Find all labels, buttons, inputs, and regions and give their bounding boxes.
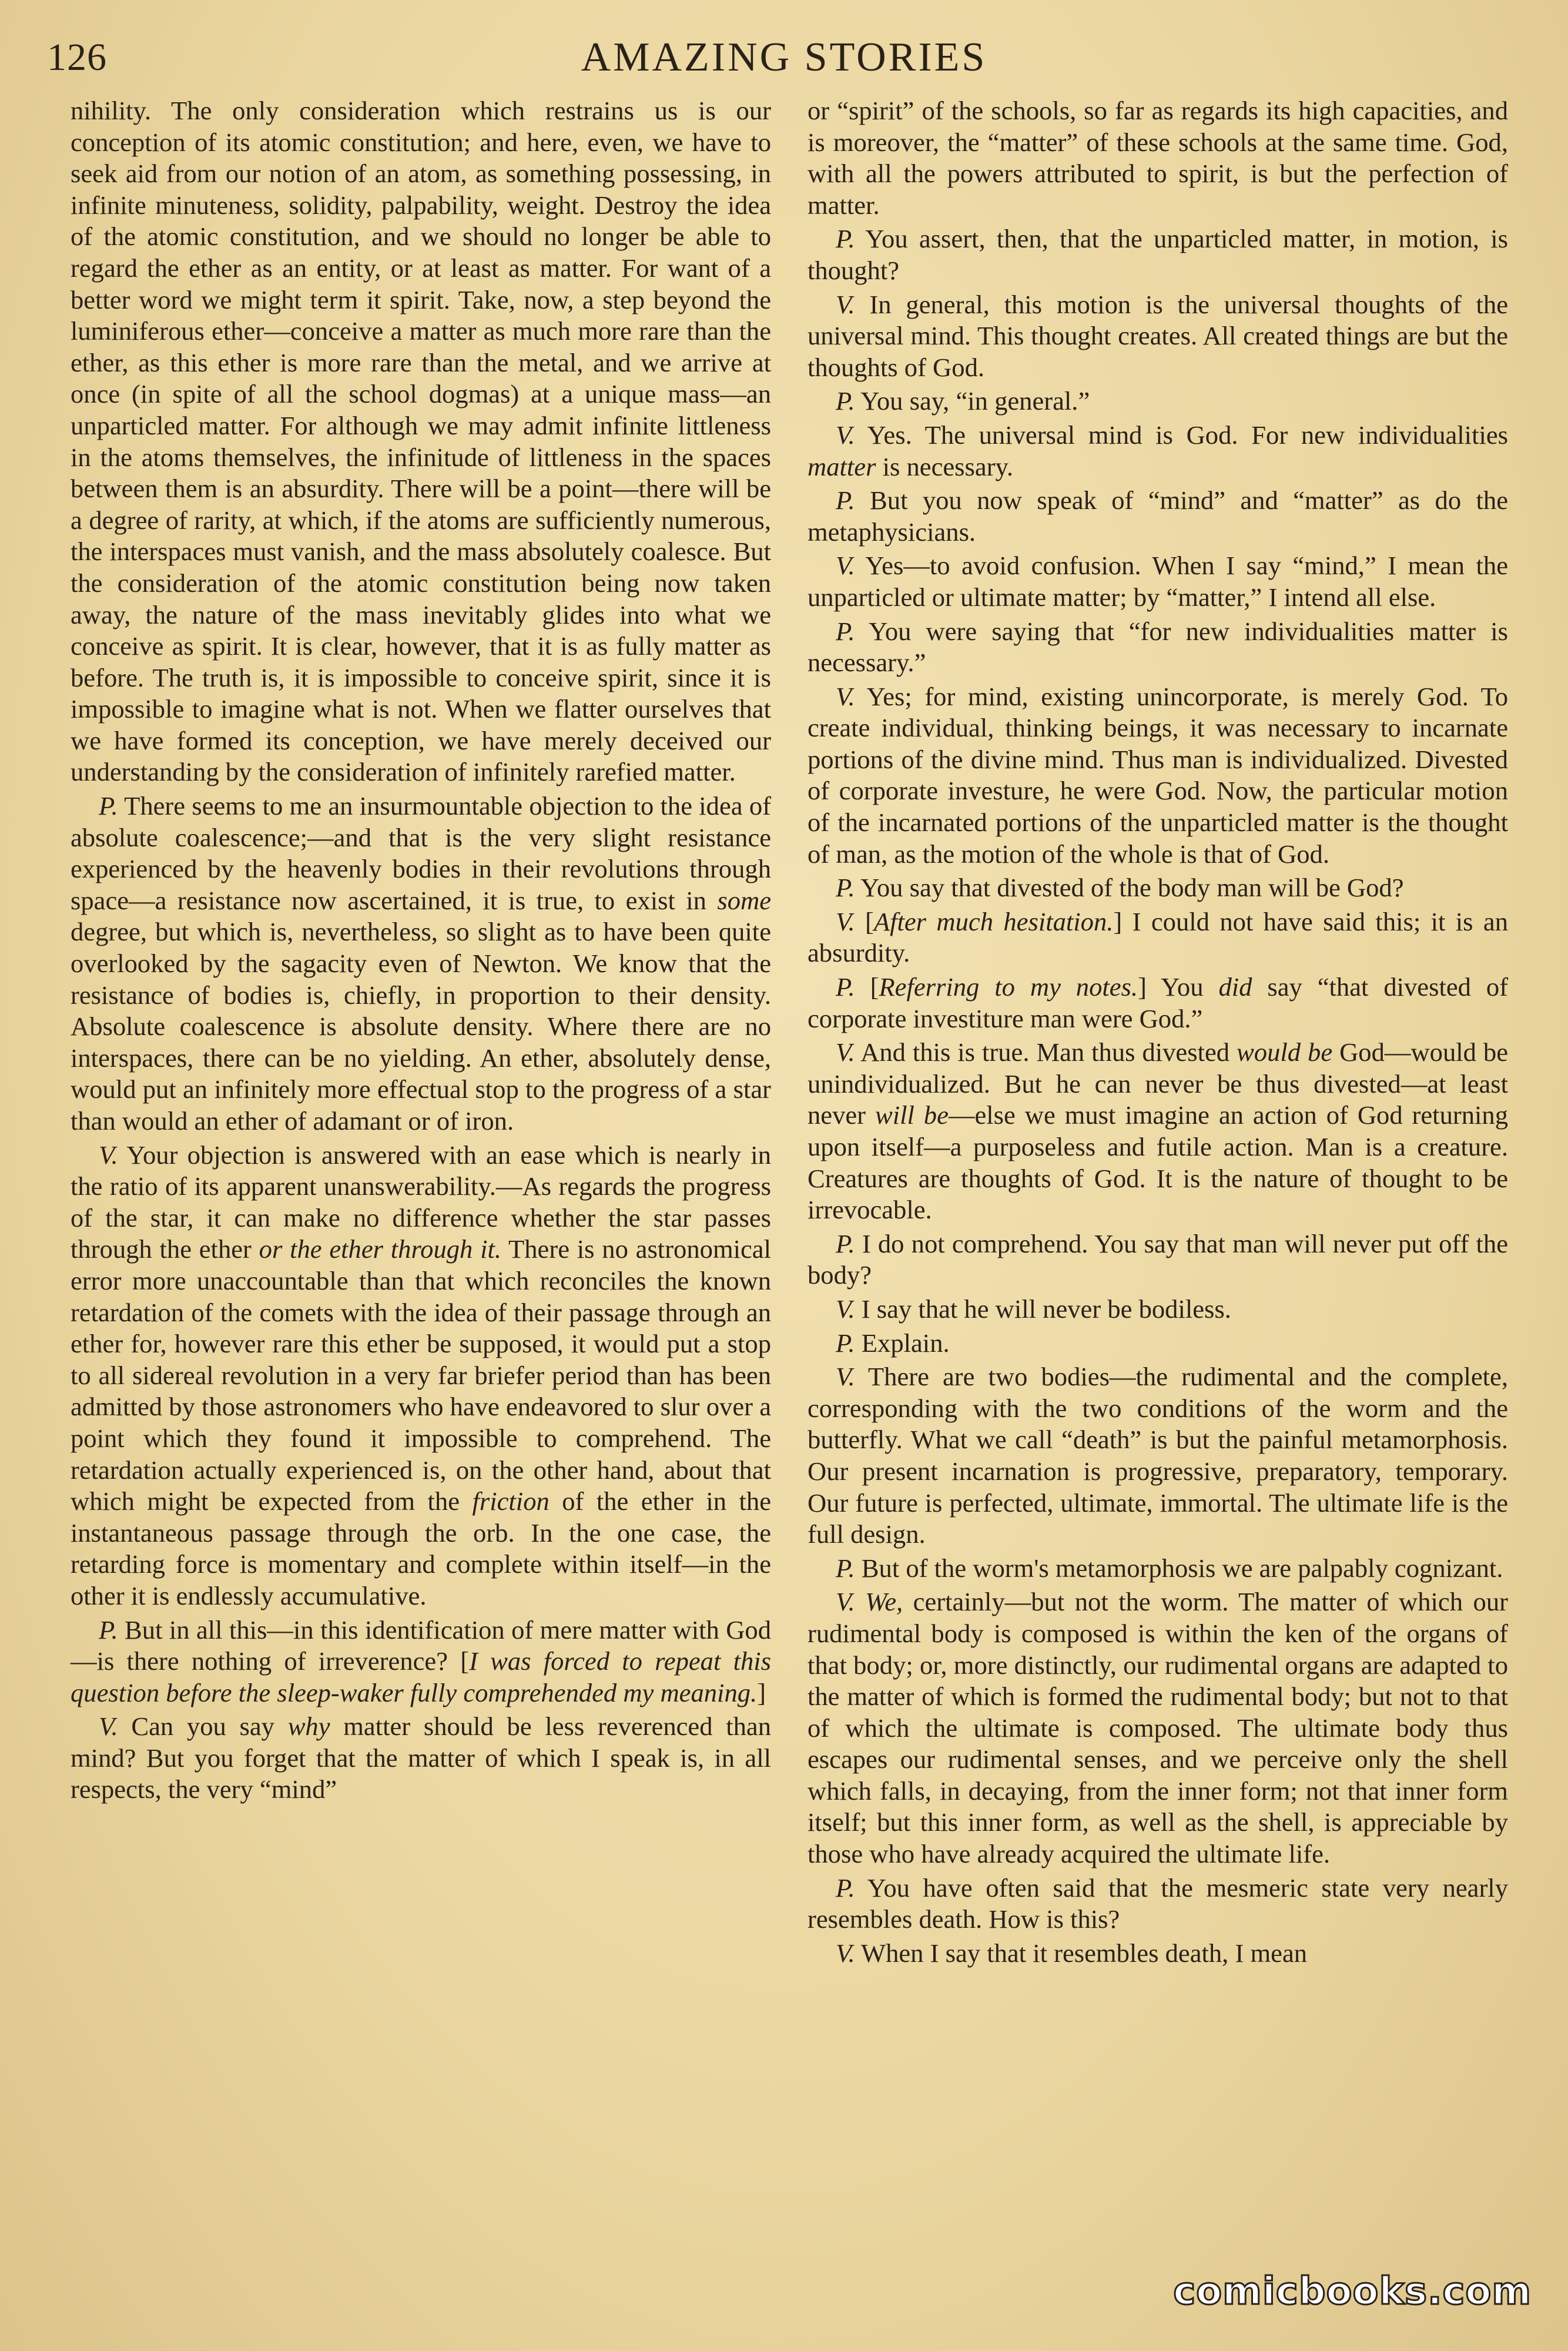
paragraph (71, 791, 771, 1137)
emphasis: did (1218, 972, 1252, 1002)
text-run: But in all this—in this identification of mere matter with God—is there nothing of irreverence? [ (71, 1615, 771, 1676)
speaker-label: P. (836, 873, 855, 903)
paragraph (808, 872, 1508, 904)
text-run: ] You (1138, 972, 1219, 1002)
emphasis: Referring to my notes. (879, 972, 1138, 1002)
paragraph (808, 1553, 1508, 1585)
speaker-label: V. (836, 1037, 855, 1067)
emphasis: After much hesitation. (873, 906, 1114, 936)
left-column (71, 95, 771, 1808)
text-run: —else we must imagine an action of God returning upon itself—a purposeless and futile action. Man is a creature. Creatures are thoughts of God. It is the nature of thought to be irrevocable. (808, 1100, 1508, 1225)
speaker-label: P. (836, 972, 855, 1002)
page-number: 126 (47, 36, 107, 79)
speaker-label: P. (836, 1553, 855, 1583)
speaker-label: P. (99, 1615, 118, 1645)
text-run: When I say that it resembles death, I mean (855, 1938, 1308, 1968)
speaker-label: V. (836, 1587, 855, 1617)
text-run: There are two bodies—the rudimental and the complete, corresponding with the two conditions of the worm and the butterfly. What we call “death” is but the painful metamorphosis. Our present incarnation is progressive, preparatory, temporary. Our future is perfected, ultimate, immortal. The ultimate life is the full design. (808, 1362, 1508, 1549)
text-run: In general, this motion is the universal thoughts of the universal mind. This thought creates. All created things are but the thoughts of God. (808, 289, 1508, 382)
emphasis: would be (1237, 1037, 1333, 1067)
paragraph (808, 1228, 1508, 1291)
paragraph (808, 386, 1508, 417)
emphasis: some (717, 885, 771, 915)
paragraph (808, 1294, 1508, 1325)
speaker-label: P. (99, 791, 118, 821)
paragraph (808, 1873, 1508, 1935)
running-head: AMAZING STORIES (581, 35, 987, 80)
emphasis: I was forced to repeat this question before the sleep-waker fully comprehended my meaning. (71, 1646, 771, 1707)
paragraph (808, 420, 1508, 483)
paragraph (808, 223, 1508, 286)
text-run: I do not comprehend. You say that man will never put off the body? (808, 1228, 1508, 1290)
speaker-label: V. (836, 681, 855, 711)
text-run: is necessary. (876, 451, 1014, 481)
paragraph (808, 1586, 1508, 1870)
paragraph (71, 1615, 771, 1709)
paragraph: nihility. The only consideration which restrains us is our conception of its atomic constitution; and here, even, we have to seek aid from our notion of an atom, as something possessing, in infinite minuteness, solidity, palpability, weight. Destroy the idea of the atomic constitution, and we should no longer be able to regard the ether as an entity, or at least as matter. For want of a better word we might term it spirit. Take, now, a step beyond the luminiferous ether—conceive a matter as much more rare than the ether, as this ether is more rare than the metal, and we arrive at once (in spite of all the school dogmas) at a unique mass—an unparticled matter. For although we may admit infinite littleness in the atoms themselves, the infinitude of littleness in the spaces between them is an absurdity. There will be a point—there will be a degree of rarity, at which, if the atoms are sufficiently numerous, the interspaces must vanish, and the mass absolutely coalesce. But the consideration of the atomic constitution being now taken away, the nature of the mass inevitably glides into what we conceive as spirit. It is clear, however, that it is as fully matter as before. The truth is, it is impossible to conceive spirit, since it is impossible to imagine what is not. When we flatter ourselves that we have formed its conception, we have merely deceived our understanding by the consideration of infinitely rarefied matter. (71, 96, 771, 787)
text-run: [ (855, 972, 879, 1002)
paragraph (808, 906, 1508, 969)
text-run: You say that divested of the body man will be God? (855, 873, 1404, 903)
paragraph (808, 681, 1508, 870)
emphasis: or the ether through it. (259, 1234, 502, 1264)
paragraph (808, 289, 1508, 384)
paragraph (808, 1361, 1508, 1550)
speaker-label: V. (836, 1294, 855, 1324)
text-run: ] I could not have said this; it is an absurdity. (808, 906, 1508, 968)
speaker-label: V. (836, 1938, 855, 1968)
paragraph (808, 485, 1508, 548)
speaker-label: V. (99, 1712, 118, 1742)
speaker-label: V. (836, 551, 855, 581)
speaker-label: V. (99, 1140, 118, 1170)
text-run: You were saying that “for new individualities matter is necessary.” (808, 616, 1508, 678)
speaker-label: P. (836, 1228, 855, 1258)
emphasis: matter (808, 451, 876, 481)
text-run: But you now speak of “mind” and “matter” as do the metaphysicians. (808, 485, 1508, 547)
paragraph (71, 1140, 771, 1612)
text-run: Yes; for mind, existing unincorporate, is merely God. To create individual, thinking beings, it was necessary to incarnate portions of the divine mind. Thus man is individualized. Divested of corporate investure, he were God. Now, the particular motion of the incarnated portions of the unparticled matter is the thought of man, as the motion of the whole is that of God. (808, 681, 1508, 869)
speaker-label: P. (836, 616, 855, 646)
text-run: certainly—but not the worm. The matter of which our rudimental body is composed is within the ken of the organs of that body; or, more distinctly, our rudimental organs are adapted to the matter of which is formed the rudimental body; but not to that of which the ultimate is composed. The ultimate body thus escapes our rudimental senses, and we perceive only the shell which falls, in decaying, from the inner form; not that inner form itself; but this inner form, as well as the shell, is appreciable by those who have already acquired the ultimate life. (808, 1587, 1508, 1869)
paragraph (808, 616, 1508, 679)
text-run: You have often said that the mesmeric state very nearly resembles death. How is this? (808, 1873, 1508, 1934)
text-run: [ (855, 906, 874, 936)
emphasis: We, (865, 1587, 903, 1617)
text-run: Your objection is answered with an ease which is nearly in the ratio of its apparent unanswerability.—As regards the progress of the star, it can make no difference whether the star passes through the ether (71, 1140, 771, 1264)
emphasis: will be (875, 1100, 949, 1130)
text-run: But of the worm's metamorphosis we are palpably cognizant. (855, 1553, 1503, 1583)
emphasis: friction (472, 1486, 550, 1516)
speaker-label: P. (836, 224, 855, 254)
text-run: There is no astronomical error more unaccountable than that which reconciles the known retardation of the comets with the idea of their passage through an ether for, however rare this ether be supposed, it would put a stop to all sidereal revolution in a very far briefer period than has been admitted by those astronomers who have endeavored to slur over a point which they found it impossible to comprehend. The retardation actually experienced is, on the other hand, about that which might be expected from the (71, 1234, 771, 1516)
speaker-label: V. (836, 1362, 855, 1392)
speaker-label: P. (836, 1328, 855, 1358)
paragraph (71, 1711, 771, 1806)
right-column (808, 95, 1508, 1971)
paragraph (808, 1938, 1508, 1970)
text-run: Can you say (118, 1712, 288, 1742)
speaker-label: V. (836, 906, 855, 936)
paragraph (808, 1037, 1508, 1226)
speaker-label: P. (836, 1873, 855, 1903)
text-run: say “that divested of corporate investiture man were God.” (808, 972, 1508, 1033)
text-run: God—would be unindividualized. But he can never be thus divested—at least never (808, 1037, 1508, 1130)
text-run: There seems to me an insurmountable objection to the idea of absolute coalescence;—and that is the very slight resistance experienced by the heavenly bodies in their revolutions through space—a resistance now ascertained, it is true, to exist in (71, 791, 771, 915)
text-run: You say, “in general.” (855, 386, 1090, 416)
text-run: ] (757, 1677, 766, 1707)
text-run: I say that he will never be bodiless. (855, 1294, 1231, 1324)
text-run: Explain. (855, 1328, 950, 1358)
paragraph: or “spirit” of the schools, so far as regards its high capacities, and is moreover, the “matter” of these schools at the same time. God, with all the powers attributed to spirit, is but the perfection of matter. (808, 96, 1508, 220)
paragraph (808, 972, 1508, 1034)
paragraph (808, 550, 1508, 613)
speaker-label: P. (836, 386, 855, 416)
emphasis: why (287, 1712, 330, 1742)
text-run: And this is true. Man thus divested (855, 1037, 1237, 1067)
speaker-label: V. (836, 289, 855, 319)
text-run: degree, but which is, nevertheless, so slight as to have been quite overlooked by the sagacity even of Newton. We know that the resistance of bodies is, chiefly, in proportion to their density. Absolute coalescence is absolute density. Where there are no interspaces, there can be no yielding. An ether, absolutely dense, would put an infinitely more effectual stop to the progress of a star than would an ether of adamant or of iron. (71, 917, 771, 1136)
text-run: You assert, then, that the unparticled matter, in motion, is thought? (808, 224, 1508, 285)
speaker-label: P. (836, 485, 855, 515)
text-run: matter should be less reverenced than mind? But you forget that the matter of which I speak is, in all respects, the very “mind” (71, 1712, 771, 1804)
text-run: Yes—to avoid confusion. When I say “mind,” I mean the unparticled or ultimate matter; by “matter,” I intend all else. (808, 551, 1508, 612)
speaker-label: V. (836, 420, 855, 450)
text-run: Yes. The universal mind is God. For new individualities (855, 420, 1508, 450)
text-run: of the ether in the instantaneous passage through the orb. In the one case, the retarding force is momentary and complete within itself—in the other it is endlessly accumulative. (71, 1486, 771, 1610)
paragraph (808, 1328, 1508, 1359)
watermark-logo: comicbooks.com (1173, 2270, 1532, 2313)
